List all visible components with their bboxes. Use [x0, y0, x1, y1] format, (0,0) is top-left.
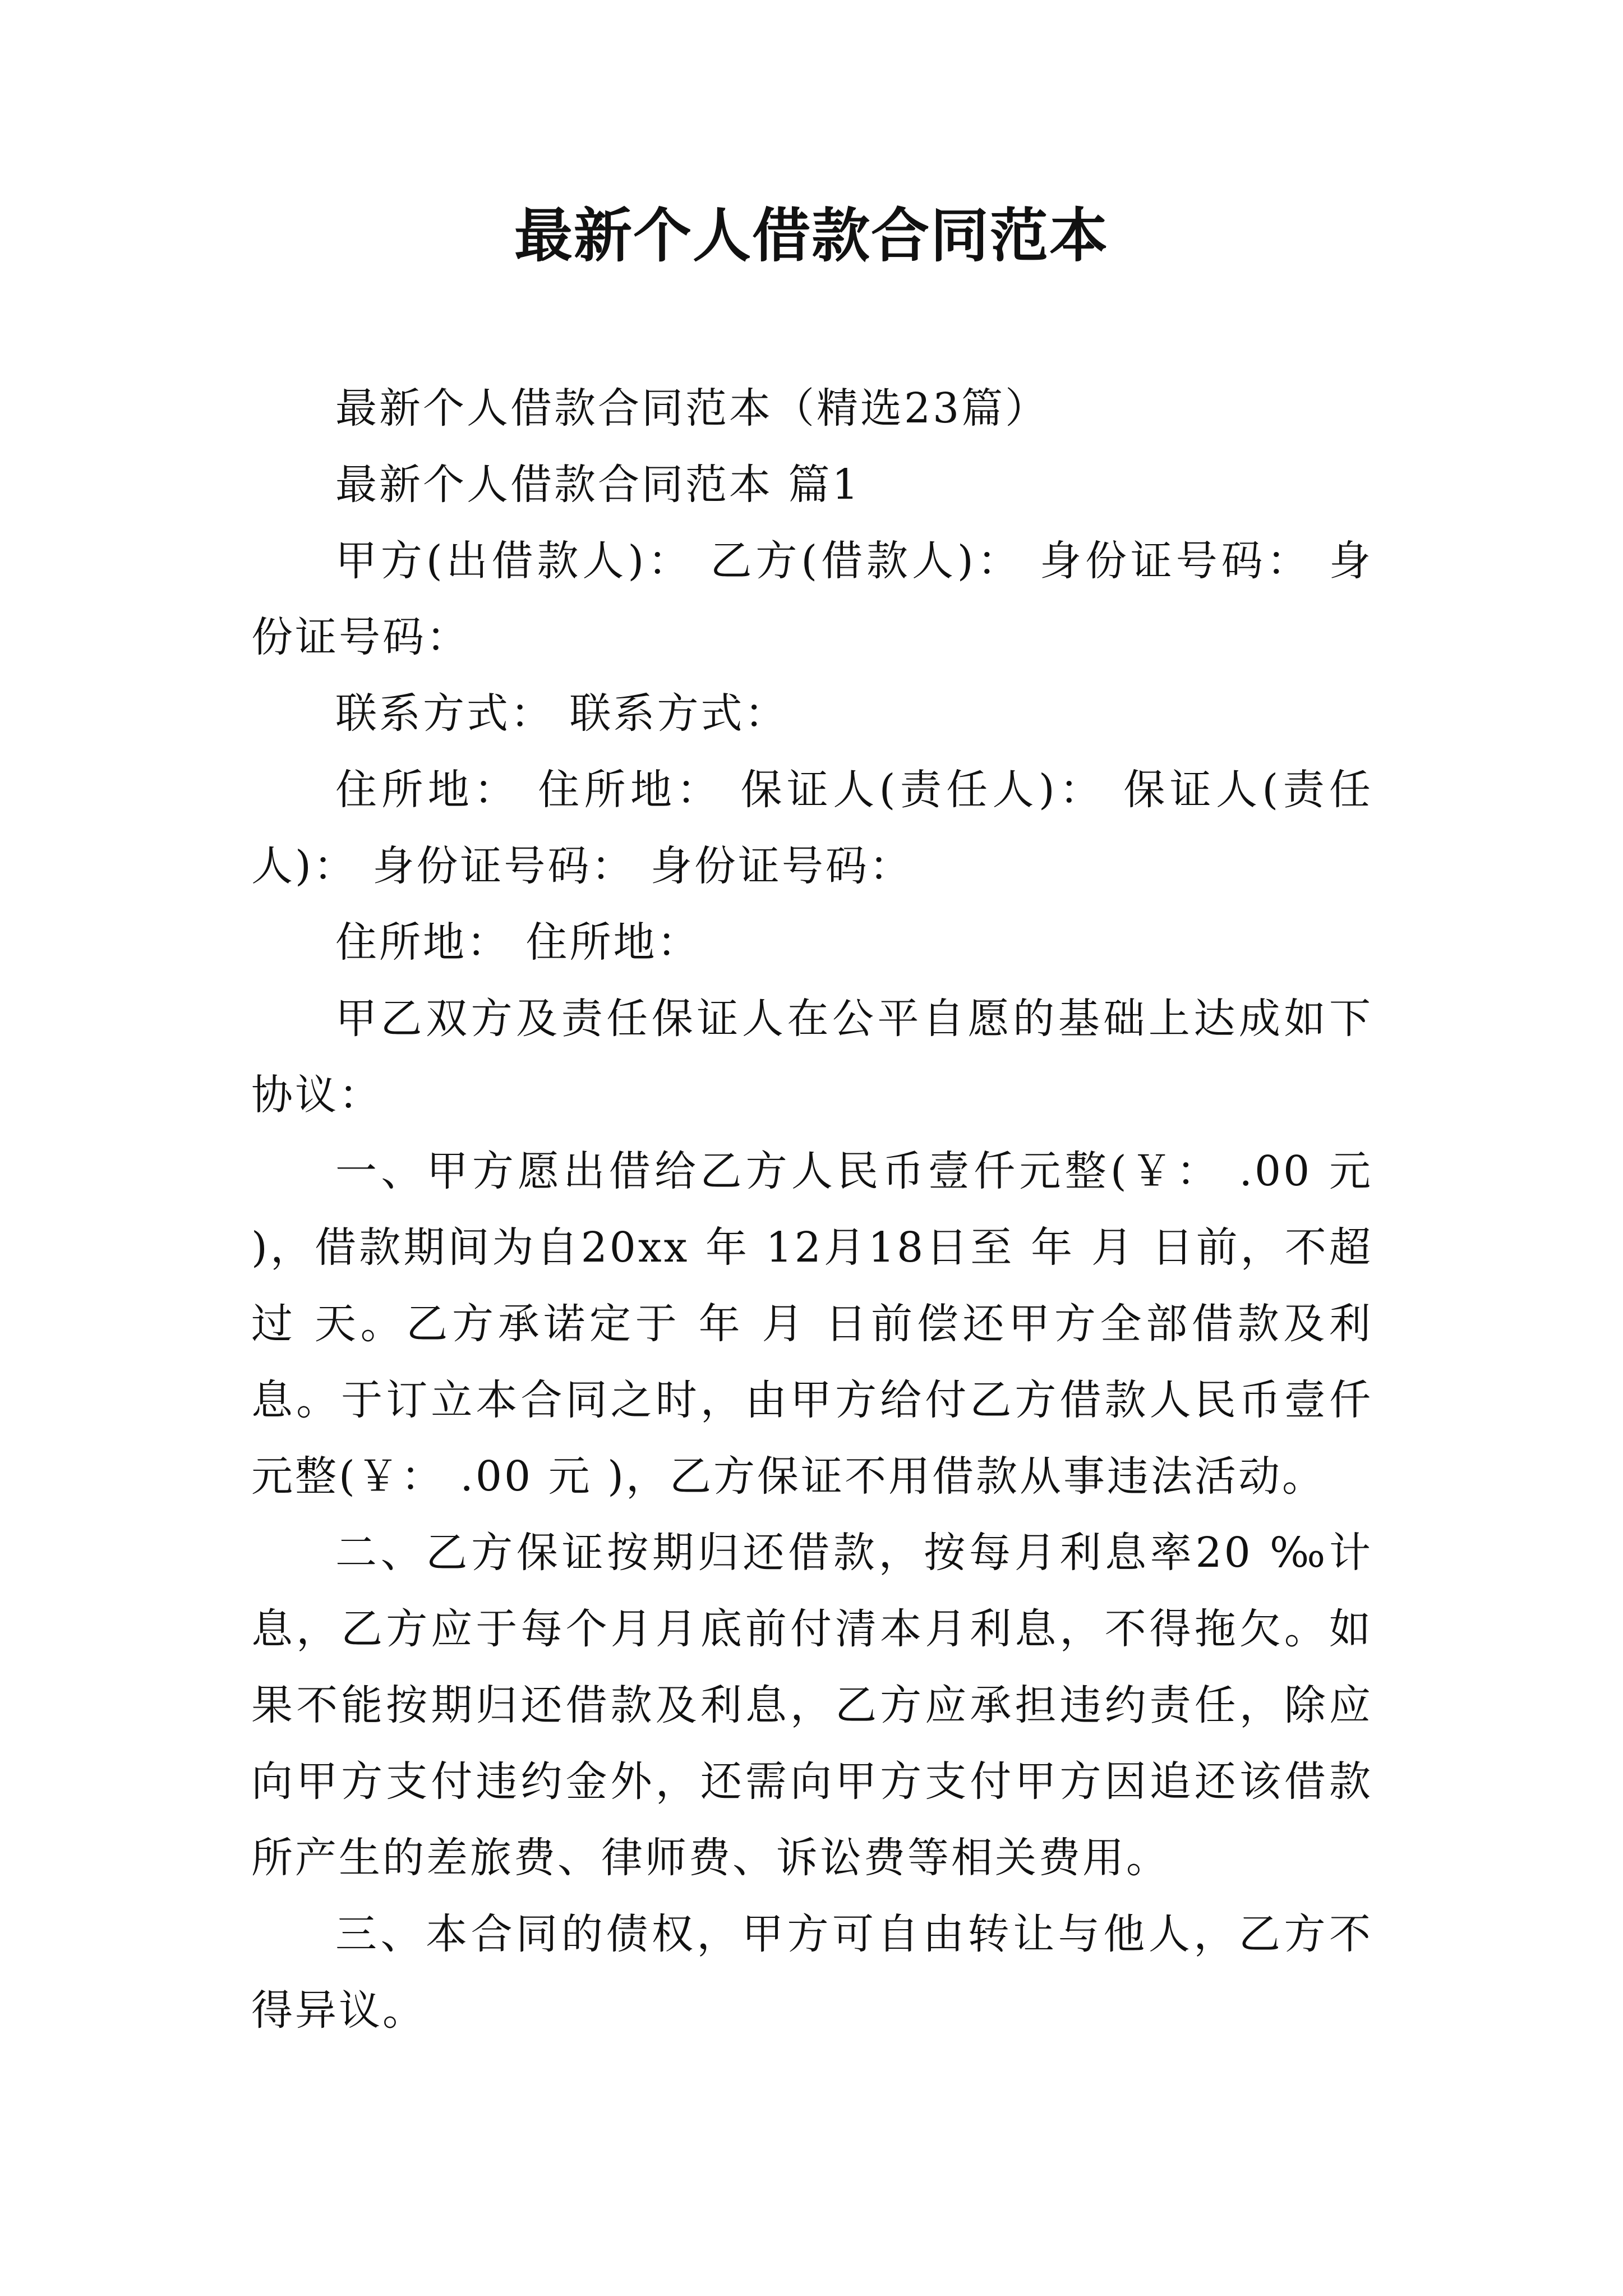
paragraph-address-guarantor: 住所地： 住所地： 保证人(责任人)： 保证人(责任人)： 身份证号码： 身份证号码：	[251, 766, 1373, 890]
paragraph-agreement-intro: 甲乙双方及责任保证人在公平自愿的基础上达成如下协议：	[251, 995, 1373, 1119]
paragraph-collection-title: 最新个人借款合同范本（精选23篇）	[335, 384, 1049, 432]
paragraph-clause-2: 二、乙方保证按期归还借款，按每月利息率20 ‰计息，乙方应于每个月月底前付清本月利息，不得拖欠。如果不能按期归还借款及利息，乙方应承担违约责任，除应向甲方支付违约金外，还需向甲方支付甲方因追还该借款所产生的差旅费、律师费、诉讼费等相关费用。	[251, 1529, 1373, 1882]
paragraph-clause-3: 三、本合同的债权，甲方可自由转让与他人，乙方不得异议。	[251, 1910, 1373, 2035]
paragraph-parties: 甲方(出借款人)： 乙方(借款人)： 身份证号码： 身份证号码：	[251, 537, 1373, 661]
document-body	[251, 370, 1373, 2049]
paragraph-section-heading: 最新个人借款合同范本 篇1	[335, 461, 861, 509]
document-title: 最新个人借款合同范本	[514, 201, 1109, 270]
paragraph-clause-1: 一、甲方愿出借给乙方人民币壹仟元整(￥： .00 元 )，借款期间为自20xx 年 12月18日至 年 月 日前，不超过 天。乙方承诺定于 年 月 日前偿还甲方全部借款及利息。于订立本合同之时，由甲方给付乙方借款人民币壹仟元整(￥： .00 元 )，乙方保证不用借款从事违法活动。	[251, 1147, 1373, 1501]
paragraph-guarantor-address: 住所地： 住所地：	[335, 918, 701, 967]
paragraph-contact: 联系方式： 联系方式：	[335, 689, 789, 738]
